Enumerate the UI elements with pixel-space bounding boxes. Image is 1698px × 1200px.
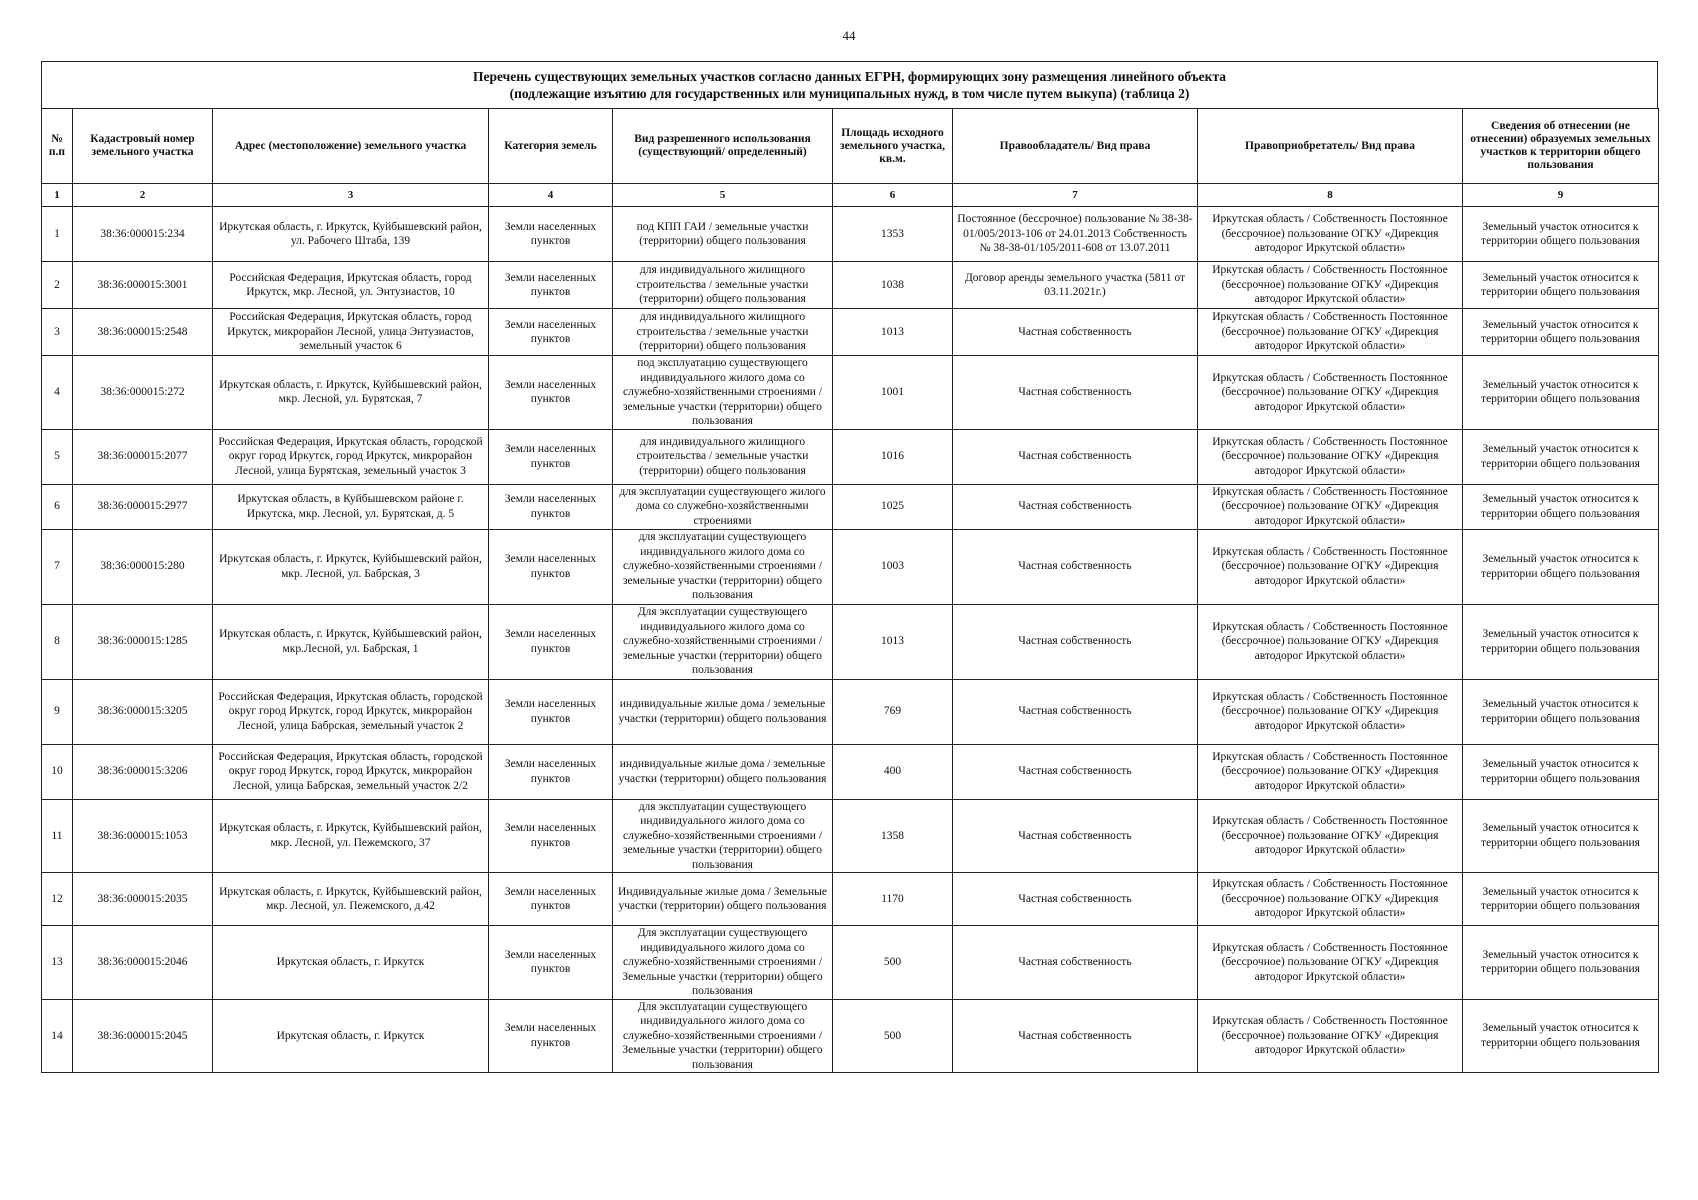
column-number-row — [42, 184, 1659, 207]
area: 769 — [833, 679, 953, 744]
cadastral-number: 38:36:000015:1285 — [73, 604, 213, 679]
column-number: 9 — [1463, 184, 1659, 207]
permitted-use: Индивидуальные жилые дома / Земельные участки (территории) общего пользования — [613, 873, 833, 926]
land-category: Земли населенных пунктов — [489, 309, 613, 356]
right-acquirer: Иркутская область / Собственность Постоянное (бессрочное) пользование ОГКУ «Дирекция автодорог Иркутской области» — [1198, 999, 1463, 1073]
header-col-number: № п.п — [42, 109, 73, 184]
right-holder: Частная собственность — [953, 926, 1198, 1000]
right-holder: Частная собственность — [953, 679, 1198, 744]
public-use-info: Земельный участок относится к территории общего пользования — [1463, 262, 1659, 309]
address: Иркутская область, г. Иркутск — [213, 999, 489, 1073]
header-col-area: Площадь исходного земельного участка, кв.м. — [833, 109, 953, 184]
right-holder: Постоянное (бессрочное) пользование № 38-38-01/005/2013-106 от 24.01.2013 Собственность № 38-38-01/105/2011-608 от 13.07.2011 — [953, 207, 1198, 262]
header-col-category: Категория земель — [489, 109, 613, 184]
table-row — [42, 356, 1659, 430]
row-number: 4 — [42, 356, 73, 430]
address: Иркутская область, г. Иркутск, Куйбышевский район, мкр. Лесной, ул. Бабрская, 3 — [213, 529, 489, 604]
page-number: 44 — [842, 28, 856, 43]
land-category: Земли населенных пунктов — [489, 356, 613, 430]
address: Российская Федерация, Иркутская область, город Иркутск, мкр. Лесной, ул. Энтузиастов, 10 — [213, 262, 489, 309]
address: Российская Федерация, Иркутская область, городской округ город Иркутск, город Иркутск, микрорайон Лесной, улица Бабрская, земельный участок 2 — [213, 679, 489, 744]
right-acquirer: Иркутская область / Собственность Постоянное (бессрочное) пользование ОГКУ «Дирекция автодорог Иркутской области» — [1198, 873, 1463, 926]
address: Иркутская область, г. Иркутск — [213, 926, 489, 1000]
cadastral-number: 38:36:000015:234 — [73, 207, 213, 262]
address: Иркутская область, в Куйбышевском районе г. Иркутска, мкр. Лесной, ул. Бурятская, д. 5 — [213, 484, 489, 529]
land-plots-table — [41, 108, 1659, 1073]
table-row — [42, 679, 1659, 744]
land-category: Земли населенных пунктов — [489, 484, 613, 529]
right-acquirer: Иркутская область / Собственность Постоянное (бессрочное) пользование ОГКУ «Дирекция автодорог Иркутской области» — [1198, 679, 1463, 744]
row-number: 7 — [42, 529, 73, 604]
column-number: 7 — [953, 184, 1198, 207]
column-number: 1 — [42, 184, 73, 207]
area: 1353 — [833, 207, 953, 262]
public-use-info: Земельный участок относится к территории общего пользования — [1463, 207, 1659, 262]
area: 1003 — [833, 529, 953, 604]
permitted-use: для эксплуатации существующего индивидуального жилого дома со служебно-хозяйственными строениями / земельные участки (территории) общего пользования — [613, 529, 833, 604]
column-number: 5 — [613, 184, 833, 207]
right-holder: Частная собственность — [953, 309, 1198, 356]
header-row — [42, 109, 1659, 184]
table-row — [42, 484, 1659, 529]
address: Иркутская область, г. Иркутск, Куйбышевский район, мкр. Лесной, ул. Пежемского, д.42 — [213, 873, 489, 926]
area: 500 — [833, 999, 953, 1073]
public-use-info: Земельный участок относится к территории общего пользования — [1463, 679, 1659, 744]
area: 1038 — [833, 262, 953, 309]
public-use-info: Земельный участок относится к территории общего пользования — [1463, 484, 1659, 529]
table-row — [42, 207, 1659, 262]
area: 1358 — [833, 799, 953, 873]
cadastral-number: 38:36:000015:2035 — [73, 873, 213, 926]
land-category: Земли населенных пунктов — [489, 999, 613, 1073]
permitted-use: для индивидуального жилищного строительства / земельные участки (территории) общего пользования — [613, 309, 833, 356]
row-number: 9 — [42, 679, 73, 744]
column-number: 3 — [213, 184, 489, 207]
row-number: 11 — [42, 799, 73, 873]
cadastral-number: 38:36:000015:3001 — [73, 262, 213, 309]
land-category: Земли населенных пунктов — [489, 262, 613, 309]
permitted-use: Для эксплуатации существующего индивидуального жилого дома со служебно-хозяйственными строениями / Земельные участки (территории) общего пользования — [613, 926, 833, 1000]
address: Российская Федерация, Иркутская область, городской округ город Иркутск, город Иркутск, микрорайон Лесной, улица Бурятская, земельный участок 3 — [213, 429, 489, 484]
cadastral-number: 38:36:000015:280 — [73, 529, 213, 604]
table-row — [42, 429, 1659, 484]
cadastral-number: 38:36:000015:3205 — [73, 679, 213, 744]
right-holder: Частная собственность — [953, 744, 1198, 799]
land-category: Земли населенных пунктов — [489, 207, 613, 262]
area: 1013 — [833, 604, 953, 679]
table-row — [42, 799, 1659, 873]
public-use-info: Земельный участок относится к территории общего пользования — [1463, 429, 1659, 484]
header-col-address: Адрес (местоположение) земельного участка — [213, 109, 489, 184]
table-row — [42, 926, 1659, 1000]
caption-line-1: Перечень существующих земельных участков согласно данных ЕГРН, формирующих зону размещения линейного объекта — [472, 69, 1227, 84]
cadastral-number: 38:36:000015:2045 — [73, 999, 213, 1073]
permitted-use: под КПП ГАИ / земельные участки (территории) общего пользования — [613, 207, 833, 262]
header-col-holder: Правообладатель/ Вид права — [953, 109, 1198, 184]
public-use-info: Земельный участок относится к территории общего пользования — [1463, 799, 1659, 873]
right-holder: Частная собственность — [953, 604, 1198, 679]
cadastral-number: 38:36:000015:3206 — [73, 744, 213, 799]
cadastral-number: 38:36:000015:2548 — [73, 309, 213, 356]
right-acquirer: Иркутская область / Собственность Постоянное (бессрочное) пользование ОГКУ «Дирекция автодорог Иркутской области» — [1198, 356, 1463, 430]
area: 1016 — [833, 429, 953, 484]
cadastral-number: 38:36:000015:272 — [73, 356, 213, 430]
land-category: Земли населенных пунктов — [489, 799, 613, 873]
address: Российская Федерация, Иркутская область, город Иркутск, микрорайон Лесной, улица Энтузиастов, земельный участок 6 — [213, 309, 489, 356]
row-number: 8 — [42, 604, 73, 679]
public-use-info: Земельный участок относится к территории общего пользования — [1463, 873, 1659, 926]
row-number: 14 — [42, 999, 73, 1073]
table-row — [42, 744, 1659, 799]
permitted-use: для индивидуального жилищного строительства / земельные участки (территории) общего пользования — [613, 262, 833, 309]
row-number: 5 — [42, 429, 73, 484]
address: Российская Федерация, Иркутская область, городской округ город Иркутск, город Иркутск, микрорайон Лесной, улица Бабрская, земельный участок 2/2 — [213, 744, 489, 799]
row-number: 6 — [42, 484, 73, 529]
table-body — [42, 207, 1659, 1073]
table-row — [42, 873, 1659, 926]
land-plot-register — [41, 61, 1658, 1073]
row-number: 13 — [42, 926, 73, 1000]
column-number: 6 — [833, 184, 953, 207]
right-holder: Частная собственность — [953, 356, 1198, 430]
cadastral-number: 38:36:000015:1053 — [73, 799, 213, 873]
land-category: Земли населенных пунктов — [489, 679, 613, 744]
address: Иркутская область, г. Иркутск, Куйбышевский район, ул. Рабочего Штаба, 139 — [213, 207, 489, 262]
row-number: 12 — [42, 873, 73, 926]
table-row — [42, 604, 1659, 679]
caption-line-2: (подлежащие изъятию для государственных или муниципальных нужд, в том числе путем выкупа) (таблица 2) — [509, 86, 1190, 101]
right-holder: Частная собственность — [953, 429, 1198, 484]
land-category: Земли населенных пунктов — [489, 873, 613, 926]
right-acquirer: Иркутская область / Собственность Постоянное (бессрочное) пользование ОГКУ «Дирекция автодорог Иркутской области» — [1198, 429, 1463, 484]
right-acquirer: Иркутская область / Собственность Постоянное (бессрочное) пользование ОГКУ «Дирекция автодорог Иркутской области» — [1198, 604, 1463, 679]
permitted-use: для эксплуатации существующего жилого дома со служебно-хозяйственными строениями — [613, 484, 833, 529]
right-acquirer: Иркутская область / Собственность Постоянное (бессрочное) пользование ОГКУ «Дирекция автодорог Иркутской области» — [1198, 926, 1463, 1000]
area: 500 — [833, 926, 953, 1000]
area: 1001 — [833, 356, 953, 430]
public-use-info: Земельный участок относится к территории общего пользования — [1463, 926, 1659, 1000]
land-category: Земли населенных пунктов — [489, 604, 613, 679]
header-col-acquirer: Правоприобретатель/ Вид права — [1198, 109, 1463, 184]
area: 400 — [833, 744, 953, 799]
public-use-info: Земельный участок относится к территории общего пользования — [1463, 356, 1659, 430]
land-category: Земли населенных пунктов — [489, 529, 613, 604]
public-use-info: Земельный участок относится к территории общего пользования — [1463, 529, 1659, 604]
header-col-cadastral: Кадастровый номер земельного участка — [73, 109, 213, 184]
column-number: 2 — [73, 184, 213, 207]
permitted-use: под эксплуатацию существующего индивидуального жилого дома со служебно-хозяйственными строениями / земельные участки (территории) общего пользования — [613, 356, 833, 430]
right-acquirer: Иркутская область / Собственность Постоянное (бессрочное) пользование ОГКУ «Дирекция автодорог Иркутской области» — [1198, 799, 1463, 873]
permitted-use: для индивидуального жилищного строительства / земельные участки (территории) общего пользования — [613, 429, 833, 484]
area: 1013 — [833, 309, 953, 356]
table-caption — [41, 61, 1658, 108]
public-use-info: Земельный участок относится к территории общего пользования — [1463, 999, 1659, 1073]
right-holder: Договор аренды земельного участка (5811 от 03.11.2021г.) — [953, 262, 1198, 309]
land-category: Земли населенных пунктов — [489, 429, 613, 484]
public-use-info: Земельный участок относится к территории общего пользования — [1463, 744, 1659, 799]
header-col-public-use-info: Сведения об отнесении (не отнесении) образуемых земельных участков к территории общего пользования — [1463, 109, 1659, 184]
right-acquirer: Иркутская область / Собственность Постоянное (бессрочное) пользование ОГКУ «Дирекция автодорог Иркутской области» — [1198, 309, 1463, 356]
permitted-use: Для эксплуатации существующего индивидуального жилого дома со служебно-хозяйственными строениями / земельные участки (территории) общего пользования — [613, 604, 833, 679]
address: Иркутская область, г. Иркутск, Куйбышевский район, мкр. Лесной, ул. Бурятская, 7 — [213, 356, 489, 430]
table-row — [42, 309, 1659, 356]
cadastral-number: 38:36:000015:2077 — [73, 429, 213, 484]
right-acquirer: Иркутская область / Собственность Постоянное (бессрочное) пользование ОГКУ «Дирекция автодорог Иркутской области» — [1198, 744, 1463, 799]
permitted-use: Для эксплуатации существующего индивидуального жилого дома со служебно-хозяйственными строениями / Земельные участки (территории) общего пользования — [613, 999, 833, 1073]
permitted-use: индивидуальные жилые дома / земельные участки (территории) общего пользования — [613, 744, 833, 799]
column-number: 4 — [489, 184, 613, 207]
permitted-use: индивидуальные жилые дома / земельные участки (территории) общего пользования — [613, 679, 833, 744]
table-row — [42, 999, 1659, 1073]
area: 1170 — [833, 873, 953, 926]
address: Иркутская область, г. Иркутск, Куйбышевский район, мкр. Лесной, ул. Пежемского, 37 — [213, 799, 489, 873]
column-number: 8 — [1198, 184, 1463, 207]
right-acquirer: Иркутская область / Собственность Постоянное (бессрочное) пользование ОГКУ «Дирекция автодорог Иркутской области» — [1198, 207, 1463, 262]
row-number: 3 — [42, 309, 73, 356]
row-number: 10 — [42, 744, 73, 799]
right-acquirer: Иркутская область / Собственность Постоянное (бессрочное) пользование ОГКУ «Дирекция автодорог Иркутской области» — [1198, 484, 1463, 529]
right-holder: Частная собственность — [953, 873, 1198, 926]
public-use-info: Земельный участок относится к территории общего пользования — [1463, 309, 1659, 356]
right-holder: Частная собственность — [953, 999, 1198, 1073]
row-number: 2 — [42, 262, 73, 309]
address: Иркутская область, г. Иркутск, Куйбышевский район, мкр.Лесной, ул. Бабрская, 1 — [213, 604, 489, 679]
right-holder: Частная собственность — [953, 484, 1198, 529]
area: 1025 — [833, 484, 953, 529]
row-number: 1 — [42, 207, 73, 262]
right-acquirer: Иркутская область / Собственность Постоянное (бессрочное) пользование ОГКУ «Дирекция автодорог Иркутской области» — [1198, 262, 1463, 309]
land-category: Земли населенных пунктов — [489, 744, 613, 799]
cadastral-number: 38:36:000015:2977 — [73, 484, 213, 529]
land-category: Земли населенных пунктов — [489, 926, 613, 1000]
table-row — [42, 262, 1659, 309]
table-row — [42, 529, 1659, 604]
right-holder: Частная собственность — [953, 529, 1198, 604]
public-use-info: Земельный участок относится к территории общего пользования — [1463, 604, 1659, 679]
right-holder: Частная собственность — [953, 799, 1198, 873]
permitted-use: для эксплуатации существующего индивидуального жилого дома со служебно-хозяйственными строениями / земельные участки (территории) общего пользования — [613, 799, 833, 873]
header-col-permitted-use: Вид разрешенного использования (существующий/ определенный) — [613, 109, 833, 184]
right-acquirer: Иркутская область / Собственность Постоянное (бессрочное) пользование ОГКУ «Дирекция автодорог Иркутской области» — [1198, 529, 1463, 604]
cadastral-number: 38:36:000015:2046 — [73, 926, 213, 1000]
